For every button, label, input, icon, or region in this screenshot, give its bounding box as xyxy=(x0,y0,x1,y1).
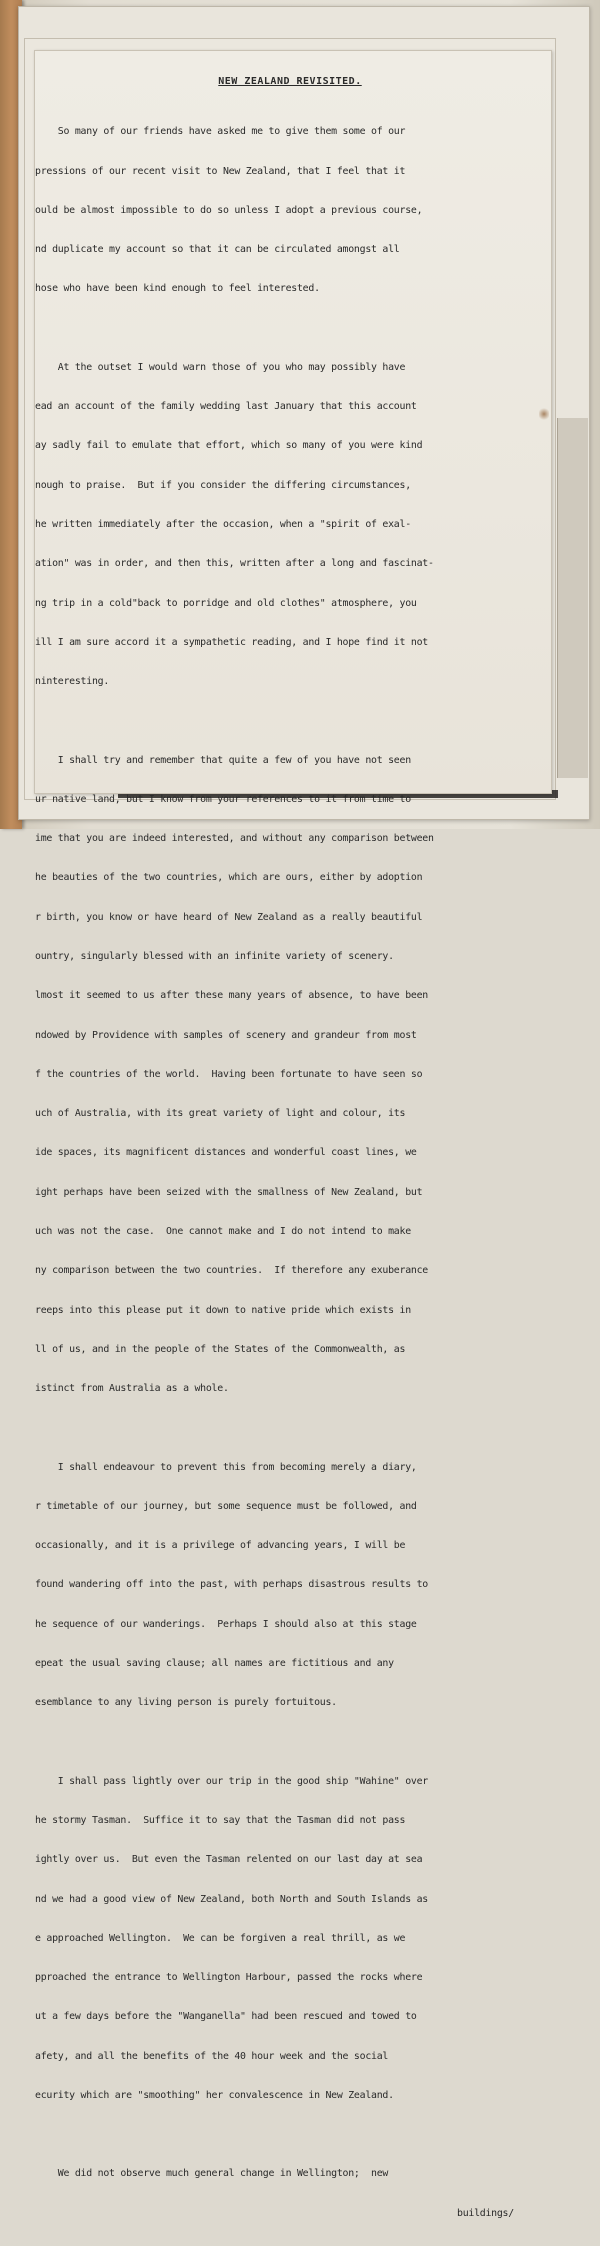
rust-stain xyxy=(539,407,549,421)
paragraph-5 xyxy=(35,1749,545,2129)
document-title: NEW ZEALAND REVISITED. xyxy=(218,76,362,87)
text-line: he stormy Tasman. Suffice it to say that the Tasman did not pass xyxy=(35,1815,406,1826)
continuation-word: buildings/ xyxy=(457,2207,514,2219)
text-line: lmost it seemed to us after these many years of absence, to have been xyxy=(35,990,428,1002)
text-line: I shall try and remember that quite a few of you have not seen xyxy=(35,754,411,766)
paragraph-2 xyxy=(35,335,545,715)
text-line: I shall pass lightly over our trip in the good ship "Wahine" over xyxy=(35,1775,428,1787)
text-line: ead an account of the family wedding last January that this account xyxy=(35,401,417,413)
text-line: ightly over us. But even the Tasman relented on our last day at sea xyxy=(35,1854,423,1866)
text-line: esemblance to any living person is purely fortuitous. xyxy=(35,1697,337,1709)
text-line: pproached the entrance to Wellington Harbour, passed the rocks where xyxy=(35,1972,423,1984)
paragraph-3 xyxy=(35,727,545,1421)
text-line: ill I am sure accord it a sympathetic reading, and I hope find it not xyxy=(35,636,428,648)
text-line: afety, and all the benefits of the 40 hour week and the social xyxy=(35,2050,389,2062)
text-line: r birth, you know or have heard of New Zealand as a really beautiful xyxy=(35,911,423,923)
text-line: reeps into this please put it down to native pride which exists in xyxy=(35,1304,411,1316)
text-line: ur native land, but I know from your references to it from time to xyxy=(35,793,411,805)
text-line: So many of our friends have asked me to give them some of our xyxy=(35,126,406,138)
text-line: he beauties of the two countries, which are ours, either by adoption xyxy=(35,872,423,884)
text-line: ll of us, and in the people of the States of the Commonwealth, as xyxy=(35,1343,406,1355)
text-line: We did not observe much general change in Wellington; new xyxy=(35,2168,389,2180)
text-line: ation" was in order, and then this, written after a long and fascinat- xyxy=(35,558,434,570)
text-line: ninteresting. xyxy=(35,676,110,688)
text-line: uch of Australia, with its great variety of light and colour, its xyxy=(35,1108,406,1120)
typed-text-block xyxy=(35,75,551,2246)
typewritten-sheet xyxy=(34,50,552,2219)
text-line: occasionally, and it is a privilege of advancing years, I will be xyxy=(35,1540,406,1552)
text-line: ime that you are indeed interested, and without any comparison between xyxy=(35,833,434,845)
text-line: ountry, singularly blessed with an infinite variety of scenery. xyxy=(35,951,394,962)
text-line: nd we had a good view of New Zealand, both North and South Islands as xyxy=(35,1893,428,1905)
text-line: ndowed by Providence with samples of scenery and grandeur from most xyxy=(35,1029,417,1041)
text-line: uch was not the case. One cannot make and I do not intend to make xyxy=(35,1225,411,1237)
text-line: ut a few days before the "Wanganella" had been rescued and towed to xyxy=(35,2011,417,2023)
binding-strip xyxy=(557,418,588,778)
text-line: ide spaces, its magnificent distances and wonderful coast lines, we xyxy=(35,1147,417,1159)
text-line: f the countries of the world. Having been fortunate to have seen so xyxy=(35,1068,423,1080)
text-line: nough to praise. But if you consider the differing circumstances, xyxy=(35,479,411,491)
text-line: ay sadly fail to emulate that effort, which so many of you were kind xyxy=(35,440,423,452)
text-line: pressions of our recent visit to New Zealand, that I feel that it xyxy=(35,165,406,177)
text-line: ould be almost impossible to do so unless I adopt a previous course, xyxy=(35,204,423,216)
text-line: ight perhaps have been seized with the smallness of New Zealand, but xyxy=(35,1186,423,1198)
text-line: e approached Wellington. We can be forgiven a real thrill, as we xyxy=(35,1932,406,1944)
text-line: r timetable of our journey, but some sequence must be followed, and xyxy=(35,1500,417,1512)
text-line: nd duplicate my account so that it can be circulated amongst all xyxy=(35,244,400,256)
paragraph-6 xyxy=(35,2141,545,2246)
text-line: found wandering off into the past, with perhaps disastrous results to xyxy=(35,1579,428,1591)
text-line: ny comparison between the two countries. If therefore any exuberance xyxy=(35,1265,428,1277)
text-line: istinct from Australia as a whole. xyxy=(35,1383,229,1395)
paragraph-4 xyxy=(35,1434,545,1735)
text-line: At the outset I would warn those of you who may possibly have xyxy=(35,361,406,373)
text-line: hose who have been kind enough to feel interested. xyxy=(35,283,320,295)
text-line: he sequence of our wanderings. Perhaps I should also at this stage xyxy=(35,1618,417,1630)
text-line: he written immediately after the occasion, when a "spirit of exal- xyxy=(35,519,411,530)
text-line: ng trip in a cold"back to porridge and old clothes" atmosphere, you xyxy=(35,597,417,609)
text-line: I shall endeavour to prevent this from becoming merely a diary, xyxy=(35,1461,417,1473)
paragraph-1 xyxy=(35,99,545,322)
text-line: epeat the usual saving clause; all names are fictitious and any xyxy=(35,1657,394,1669)
text-line: ecurity which are "smoothing" her convalescence in New Zealand. xyxy=(35,2089,394,2101)
